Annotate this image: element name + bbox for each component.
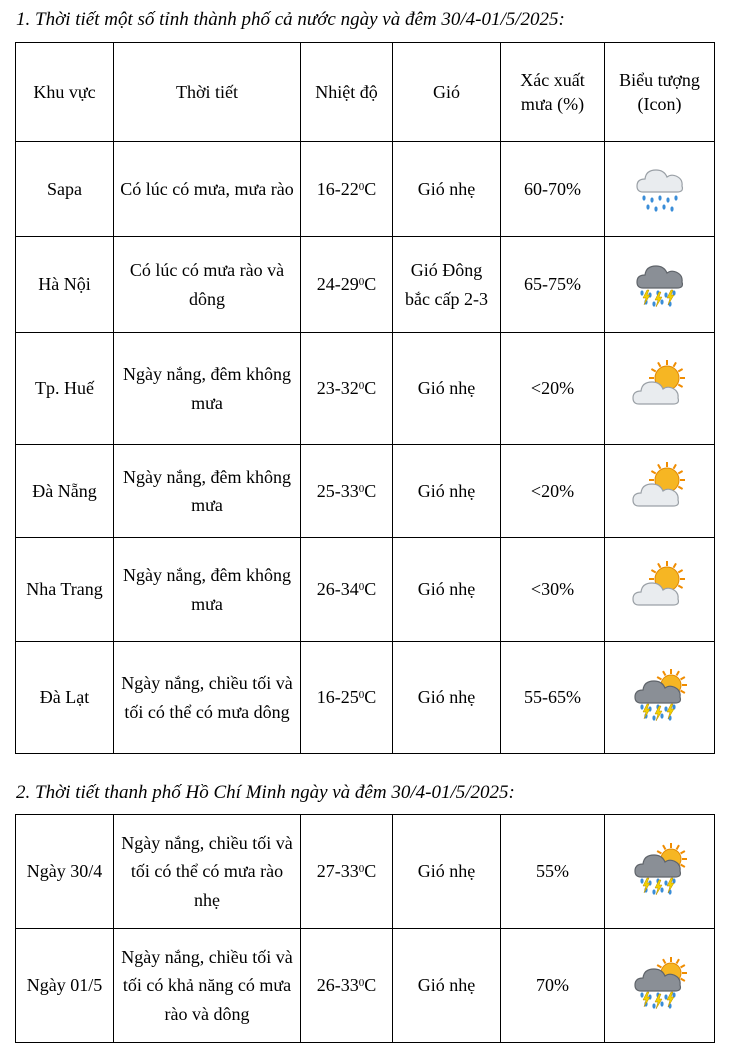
- sun-behind-cloud-icon: [631, 561, 689, 619]
- icon-cell: [605, 333, 715, 445]
- table-row: [16, 237, 715, 333]
- header-rain-probability: Xác xuất mưa (%): [501, 43, 605, 142]
- temperature-range: 25-33: [316, 480, 359, 501]
- temperature-unit: C: [364, 579, 377, 600]
- rain-probability-cell: <20%: [501, 445, 605, 538]
- rain-probability-cell: 60-70%: [501, 142, 605, 237]
- sun-behind-cloud-icon: [631, 360, 689, 418]
- weather-cell: Ngày nắng, đêm không mưa: [114, 333, 301, 445]
- weather-cell: Ngày nắng, đêm không mưa: [114, 538, 301, 642]
- table-row: [16, 642, 715, 754]
- header-temperature: Nhiệt độ: [301, 43, 393, 142]
- region-cell: Ngày 30/4: [16, 815, 114, 929]
- rain-probability-cell: 65-75%: [501, 237, 605, 333]
- rain-probability-cell: 55-65%: [501, 642, 605, 754]
- temperature-unit: C: [364, 378, 377, 399]
- wind-cell: Gió nhẹ: [393, 929, 501, 1043]
- temperature-cell: [301, 142, 393, 237]
- table-header-row: [16, 43, 715, 142]
- sun-thunderstorm-icon: [631, 843, 689, 901]
- degree-mark: 0: [358, 863, 365, 876]
- temperature-cell: [301, 642, 393, 754]
- degree-mark: 0: [358, 581, 365, 594]
- temperature-range: 27-33: [316, 861, 359, 882]
- temperature-cell: [301, 237, 393, 333]
- temperature-unit: C: [364, 178, 377, 199]
- wind-cell: Gió nhẹ: [393, 333, 501, 445]
- wind-cell: Gió Đông bắc cấp 2-3: [393, 237, 501, 333]
- weather-cell: Ngày nắng, đêm không mưa: [114, 445, 301, 538]
- temperature-cell: [301, 815, 393, 929]
- region-cell: Sapa: [16, 142, 114, 237]
- weather-table-nationwide: [15, 42, 715, 754]
- temperature-cell: [301, 333, 393, 445]
- wind-cell: Gió nhẹ: [393, 642, 501, 754]
- weather-cell: Ngày nắng, chiều tối và tối có thể có mưa dông: [114, 642, 301, 754]
- wind-cell: Gió nhẹ: [393, 538, 501, 642]
- temperature-cell: [301, 538, 393, 642]
- section-2-title: 2. Thời tiết thanh phố Hồ Chí Minh ngày và đêm 30/4-01/5/2025:: [16, 782, 515, 803]
- temperature-unit: C: [364, 975, 377, 996]
- temperature-range: 26-34: [316, 579, 359, 600]
- sun-behind-cloud-icon: [631, 462, 689, 520]
- sun-thunderstorm-icon: [631, 957, 689, 1015]
- degree-mark: 0: [358, 977, 365, 990]
- temperature-cell: [301, 929, 393, 1043]
- sun-thunderstorm-icon: [631, 669, 689, 727]
- icon-cell: [605, 142, 715, 237]
- temperature-unit: C: [364, 687, 377, 708]
- weather-cell: Ngày nắng, chiều tối và tối có khả năng có mưa rào và dông: [114, 929, 301, 1043]
- icon-cell: [605, 445, 715, 538]
- weather-cell: Có lúc có mưa, mưa rào: [114, 142, 301, 237]
- rain-probability-cell: <20%: [501, 333, 605, 445]
- header-region: Khu vực: [16, 43, 114, 142]
- table-row: [16, 445, 715, 538]
- region-cell: Đà Lạt: [16, 642, 114, 754]
- temperature-range: 23-32: [316, 378, 359, 399]
- rain-probability-cell: 70%: [501, 929, 605, 1043]
- temperature-range: 26-33: [316, 975, 359, 996]
- weather-cell: Có lúc có mưa rào và dông: [114, 237, 301, 333]
- temperature-range: 24-29: [316, 274, 359, 295]
- degree-mark: 0: [358, 276, 365, 289]
- section-1-title: 1. Thời tiết một số tỉnh thành phố cả nước ngày và đêm 30/4-01/5/2025:: [16, 9, 565, 30]
- temperature-unit: C: [364, 480, 377, 501]
- header-weather: Thời tiết: [114, 43, 301, 142]
- icon-cell: [605, 237, 715, 333]
- rain-probability-cell: 55%: [501, 815, 605, 929]
- table-row: [16, 929, 715, 1043]
- icon-cell: [605, 538, 715, 642]
- region-cell: Đà Nẵng: [16, 445, 114, 538]
- wind-cell: Gió nhẹ: [393, 445, 501, 538]
- degree-mark: 0: [358, 689, 365, 702]
- icon-cell: [605, 815, 715, 929]
- degree-mark: 0: [358, 180, 365, 193]
- table-row: [16, 815, 715, 929]
- table-row: [16, 333, 715, 445]
- degree-mark: 0: [358, 380, 365, 393]
- region-cell: Tp. Huế: [16, 333, 114, 445]
- temperature-unit: C: [364, 861, 377, 882]
- weather-cell: Ngày nắng, chiều tối và tối có thể có mưa rào nhẹ: [114, 815, 301, 929]
- region-cell: Ngày 01/5: [16, 929, 114, 1043]
- icon-cell: [605, 929, 715, 1043]
- temperature-range: 16-25: [316, 687, 359, 708]
- region-cell: Nha Trang: [16, 538, 114, 642]
- weather-table-hcmc: [15, 814, 715, 1043]
- rain-probability-cell: <30%: [501, 538, 605, 642]
- wind-cell: Gió nhẹ: [393, 142, 501, 237]
- temperature-cell: [301, 445, 393, 538]
- temperature-range: 16-22: [316, 178, 359, 199]
- thunderstorm-cloud-icon: [631, 256, 689, 314]
- icon-cell: [605, 642, 715, 754]
- header-icon: Biểu tượng (Icon): [605, 43, 715, 142]
- degree-mark: 0: [358, 482, 365, 495]
- rain-cloud-icon: [631, 160, 689, 218]
- region-cell: Hà Nội: [16, 237, 114, 333]
- wind-cell: Gió nhẹ: [393, 815, 501, 929]
- table-row: [16, 142, 715, 237]
- table-row: [16, 538, 715, 642]
- header-wind: Gió: [393, 43, 501, 142]
- temperature-unit: C: [364, 274, 377, 295]
